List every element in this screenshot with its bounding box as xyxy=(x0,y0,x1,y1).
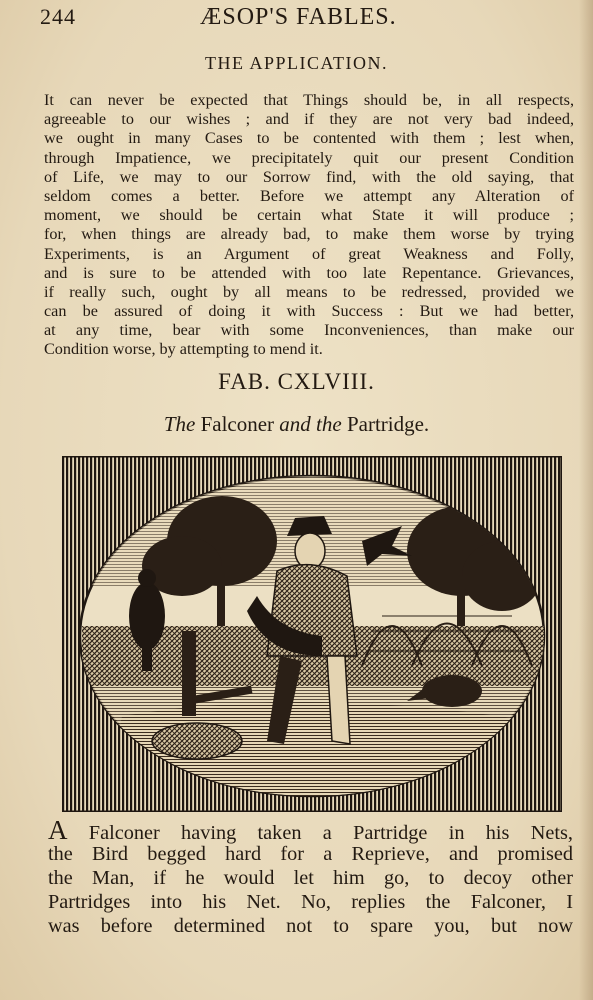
application-line: at any time, bear with some Inconveniences, than make our xyxy=(44,321,574,340)
running-title: ÆSOP'S FABLES. xyxy=(200,4,397,30)
application-line: agreeable to our wishes ; and if they are not very bad indeed, xyxy=(44,110,574,129)
fable-title-and-the: and the xyxy=(279,412,342,436)
application-line: It can never be expected that Things should be, in all respects, xyxy=(44,91,574,109)
fable-paragraph xyxy=(48,815,573,938)
drop-cap: A xyxy=(48,815,68,845)
fable-title xyxy=(0,412,593,437)
page-number: 244 xyxy=(40,4,76,29)
fable-line xyxy=(48,815,573,845)
application-line: we ought in many Cases to be contented with them ; lest when, xyxy=(44,129,574,148)
application-line: Experiments, is an Argument of great Weakness and Folly, xyxy=(44,244,574,263)
fable-line-text: Falconer having taken a Partridge in his Nets, xyxy=(67,822,573,844)
fable-title-falconer: Falconer xyxy=(200,412,275,436)
fable-line: was before determined not to spare you, but now xyxy=(48,915,573,937)
application-line: seldom comes a better. Before we attempt any Alteration of xyxy=(44,186,574,205)
application-line: can be assured of doing it with Success : But we had better, xyxy=(44,302,574,321)
application-heading: THE APPLICATION. xyxy=(204,53,388,73)
net-bag xyxy=(152,723,242,759)
fable-line: the Man, if he would let him go, to decoy other xyxy=(48,867,573,889)
woodcut-illustration xyxy=(62,456,562,812)
application-line: if really such, ought by all means to be redressed, provided we xyxy=(44,282,574,301)
page-edge-shadow xyxy=(579,0,593,1000)
application-line: and is sure to be attended with too late Repentance. Grievances, xyxy=(44,263,574,282)
application-line: Condition worse, by attempting to mend it. xyxy=(44,340,323,359)
fable-title-the: The xyxy=(163,412,196,436)
fable-line: Partridges into his Net. No, replies the Falconer, I xyxy=(48,891,573,913)
page-header xyxy=(40,4,580,34)
fable-number: FAB. CXLVIII. xyxy=(218,369,375,394)
application-line: moment, we should be certain what State it will produce ; xyxy=(44,206,574,225)
fable-line: the Bird begged hard for a Reprieve, and promised xyxy=(48,843,573,865)
application-line: of Life, we may to our Sorrow find, with the old saying, that xyxy=(44,167,574,186)
application-line: through Impatience, we precipitately quit our present Condition xyxy=(44,148,574,167)
application-paragraph xyxy=(44,91,574,360)
fable-title-partridge: Partridge. xyxy=(346,412,430,436)
application-line: for, when things are already bad, to make them worse by trying xyxy=(44,225,574,244)
